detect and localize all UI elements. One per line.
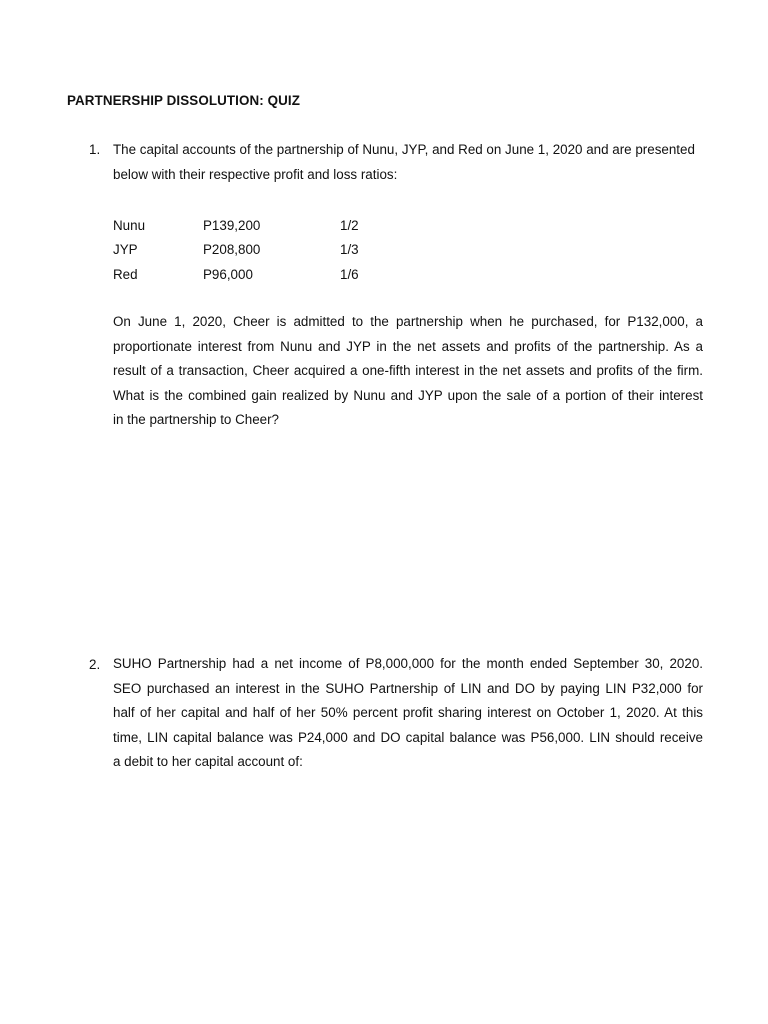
- question-2-number: 2.: [89, 657, 101, 672]
- question-1-body-line: On June 1, 2020, Cheer is admitted to the partnership when he purchased, for P132,000, a: [113, 314, 703, 329]
- partner-capital: P96,000: [203, 266, 253, 282]
- partner-name: Red: [113, 266, 138, 282]
- question-2-body-line: time, LIN capital balance was P24,000 and DO capital balance was P56,000. LIN should receive: [113, 729, 703, 745]
- question-1-body: [113, 310, 703, 433]
- question-2-body-line: a debit to her capital account of:: [113, 754, 303, 769]
- question-1-intro-line: The capital accounts of the partnership of Nunu, JYP, and Red on June 1, 2020 and are presented: [113, 142, 695, 157]
- question-1-number: 1.: [89, 142, 101, 157]
- question-1-body-line: proportionate interest from Nunu and JYP in the net assets and profits of the partnership. As a: [113, 338, 703, 354]
- question-1-intro: [113, 138, 703, 187]
- page-title: PARTNERSHIP DISSOLUTION: QUIZ: [67, 93, 301, 108]
- table-row: [113, 238, 400, 263]
- capital-table: [113, 213, 400, 287]
- partner-ratio: 1/6: [340, 266, 359, 282]
- partner-ratio: 1/3: [340, 242, 359, 258]
- partner-name: Nunu: [113, 217, 146, 233]
- question-2-body-line: half of her capital and half of her 50% percent profit sharing interest on October 1, 2020. At this: [113, 705, 703, 720]
- table-row: [113, 262, 400, 287]
- partner-capital: P208,800: [203, 242, 261, 258]
- partner-ratio: 1/2: [340, 217, 359, 233]
- question-1-body-line: in the partnership to Cheer?: [113, 412, 279, 427]
- partner-name: JYP: [113, 242, 138, 258]
- question-1-intro-line: below with their respective profit and loss ratios:: [113, 166, 398, 182]
- partner-capital: P139,200: [203, 217, 261, 233]
- table-row: [113, 213, 400, 238]
- question-2-body-line: SEO purchased an interest in the SUHO Partnership of LIN and DO by paying LIN P32,000 for: [113, 680, 703, 696]
- question-2-body-line: SUHO Partnership had a net income of P8,000,000 for the month ended September 30, 2020.: [113, 656, 703, 671]
- question-2-body: [113, 652, 703, 775]
- question-1-body-line: What is the combined gain realized by Nunu and JYP upon the sale of a portion of their interest: [113, 387, 703, 403]
- question-1-body-line: result of a transaction, Cheer acquired a one-fifth interest in the net assets and profits of the firm.: [113, 363, 703, 378]
